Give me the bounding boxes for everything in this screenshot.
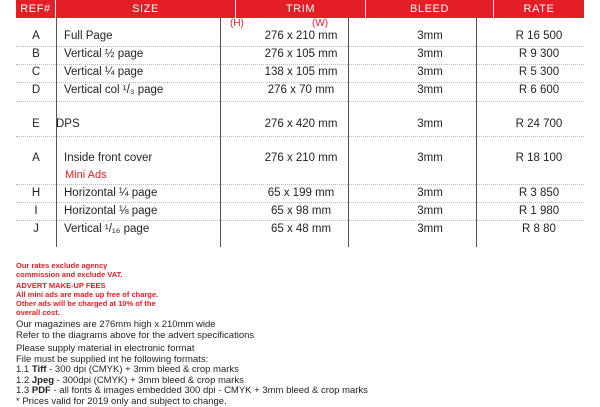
row-trim: 65 x 199 mm	[236, 186, 366, 201]
format-number: 1.3	[16, 385, 32, 396]
magazine-spec-line: Our magazines are 276mm high x 210mm wide	[16, 320, 254, 331]
table-row	[16, 29, 584, 44]
table-row	[16, 83, 584, 98]
row-size: DPS	[56, 117, 236, 132]
trim-height-label: (H)	[230, 18, 244, 29]
format-spec: - 300dpi (CMYK) + 3mm bleed & crop marks	[54, 375, 244, 386]
row-ref: I	[16, 204, 56, 219]
row-bleed: 3mm	[366, 47, 494, 62]
row-ref: C	[16, 65, 56, 80]
row-divider	[16, 136, 584, 137]
row-rate: R 1 980	[494, 204, 584, 219]
magazine-spec-note	[16, 320, 254, 341]
row-ref: E	[16, 117, 56, 132]
validity-note: * Prices valid for 2019 only and subject to change.	[16, 397, 368, 407]
row-bleed: 3mm	[366, 83, 494, 98]
row-trim: 276 x 105 mm	[236, 47, 366, 62]
trim-width-label: (W)	[312, 18, 328, 29]
supply-format-note	[16, 344, 368, 407]
format-name: Tiff	[32, 364, 47, 375]
row-size: Horizontal ⅛ page	[56, 204, 236, 219]
table-row	[16, 151, 584, 166]
format-number: 1.1	[16, 364, 32, 375]
format-name: PDF	[32, 385, 51, 396]
format-item	[16, 386, 368, 397]
row-bleed: 3mm	[366, 222, 494, 237]
row-trim: 276 x 70 mm	[236, 83, 366, 98]
table-row	[16, 222, 584, 237]
rates-note-line: Our rates exclude agency	[16, 261, 122, 270]
row-bleed: 3mm	[366, 29, 494, 44]
makeup-fees-line: Other ads will be charged at 10% of the	[16, 299, 158, 308]
row-ref: A	[16, 151, 56, 166]
mini-ads-heading: Mini Ads	[65, 169, 107, 181]
row-trim: 65 x 48 mm	[236, 222, 366, 237]
row-ref: H	[16, 186, 56, 201]
row-bleed: 3mm	[366, 151, 494, 166]
row-rate: R 16 500	[494, 29, 584, 44]
magazine-spec-line: Refer to the diagrams above for the advert specifications	[16, 331, 254, 342]
row-trim: 276 x 210 mm	[236, 29, 366, 44]
supply-line: File must be supplied int he following formats:	[16, 355, 368, 366]
row-size: Inside front cover	[56, 151, 236, 166]
row-divider	[16, 184, 584, 185]
row-rate: R 5 300	[494, 65, 584, 80]
makeup-fees-title: ADVERT MAKE-UP FEES	[16, 281, 158, 290]
row-ref: A	[16, 29, 56, 44]
row-rate: R 6 600	[494, 83, 584, 98]
table-row	[16, 204, 584, 219]
header-ref: REF#	[16, 0, 56, 18]
row-trim: 276 x 210 mm	[236, 151, 366, 166]
row-rate: R 18 100	[494, 151, 584, 166]
row-trim: 65 x 98 mm	[236, 204, 366, 219]
table-row	[16, 186, 584, 201]
row-size: Vertical ½ page	[56, 47, 236, 62]
format-spec: - all fonts & images embedded 300 dpi - CMYK + 3mm bleed & crop marks	[51, 385, 368, 396]
table-row	[16, 47, 584, 62]
row-size: Vertical ¼ page	[56, 65, 236, 80]
makeup-fees-note	[16, 281, 158, 317]
row-size: Horizontal ¼ page	[56, 186, 236, 201]
header-size: SIZE	[56, 0, 236, 18]
row-rate: R 3 850	[494, 186, 584, 201]
format-name: Jpeg	[32, 375, 54, 386]
row-bleed: 3mm	[366, 204, 494, 219]
header-trim: TRIM	[236, 0, 366, 18]
row-ref: D	[16, 83, 56, 98]
table-row	[16, 117, 584, 132]
makeup-fees-line: overall cost.	[16, 308, 158, 317]
row-trim: 276 x 420 mm	[236, 117, 366, 132]
row-trim: 138 x 105 mm	[236, 65, 366, 80]
row-divider	[16, 220, 584, 221]
row-ref: B	[16, 47, 56, 62]
header-bleed: BLEED	[366, 0, 494, 18]
table-header	[16, 0, 584, 18]
rates-note-line: commission and exclude VAT.	[16, 270, 122, 279]
row-rate: R 9 300	[494, 47, 584, 62]
row-rate: R 24 700	[494, 117, 584, 132]
supply-line: Please supply material in electronic format	[16, 344, 368, 355]
makeup-fees-line: All mini ads are made up free of charge.	[16, 290, 158, 299]
header-rate: RATE	[494, 0, 584, 18]
row-divider	[16, 202, 584, 203]
format-spec: - 300 dpi (CMYK) + 3mm bleed & crop marks	[46, 364, 238, 375]
row-size: Full Page	[56, 29, 236, 44]
row-bleed: 3mm	[366, 186, 494, 201]
row-size: Vertical col ¹/₃ page	[56, 83, 236, 98]
row-size: Vertical ¹/₁₆ page	[56, 222, 236, 237]
row-rate: R 8 80	[494, 222, 584, 237]
row-bleed: 3mm	[366, 65, 494, 80]
table-row	[16, 65, 584, 80]
row-ref: J	[16, 222, 56, 237]
row-divider	[16, 101, 584, 102]
rates-note	[16, 261, 122, 279]
row-bleed: 3mm	[366, 117, 494, 132]
format-number: 1.2	[16, 375, 32, 386]
